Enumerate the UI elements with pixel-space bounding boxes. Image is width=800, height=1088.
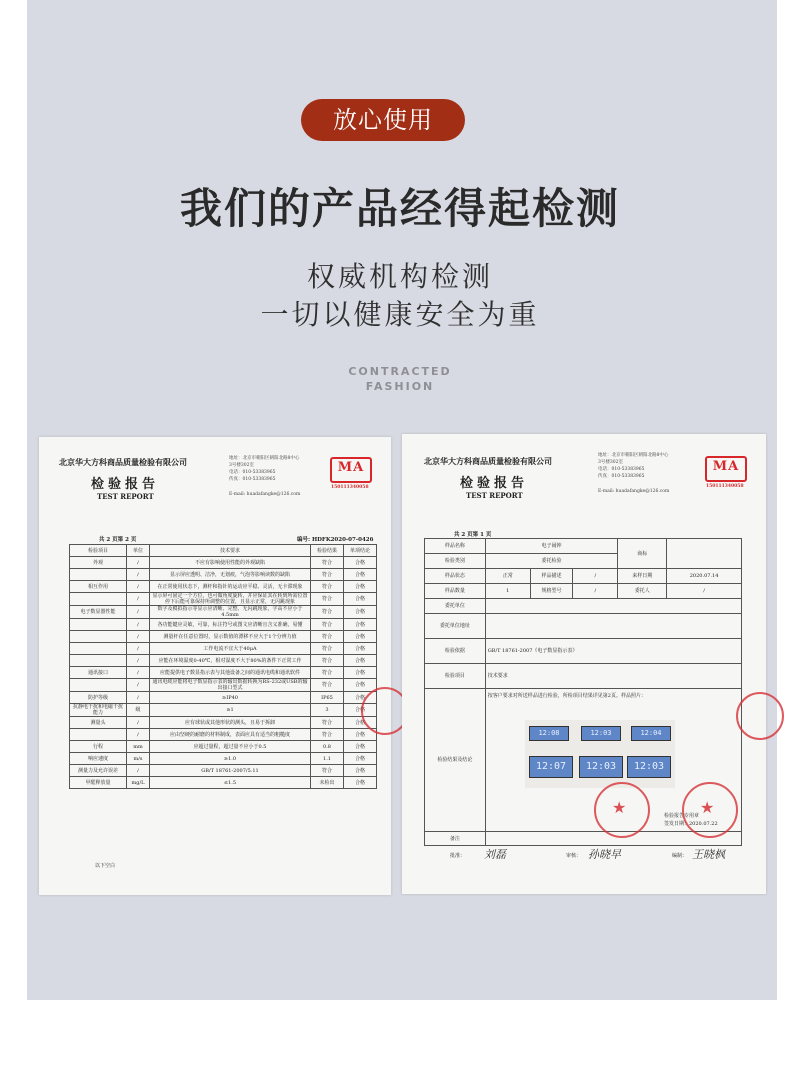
- institute-address: 地址：北京市朝阳区朝阳北路8中心 3号楼302室 电话：010-53383965 传真：010-53383965: [229, 456, 300, 482]
- english-tagline-2: FASHION: [365, 380, 435, 393]
- ma-certification-logo: MA: [705, 456, 747, 482]
- clock-display: 12:07: [529, 756, 573, 778]
- english-tagline-1: CONTRACTED: [348, 365, 452, 378]
- approver-signature: 刘磊: [484, 848, 506, 861]
- page-indicator: 共 2 页第 1 页: [454, 532, 492, 538]
- page-headline: 我们的产品经得起检测: [179, 184, 620, 233]
- compiler-label: 编制：: [672, 853, 688, 859]
- test-report-page-1: [402, 434, 766, 894]
- seal-star-icon: ★: [700, 798, 715, 817]
- table-row: 响应速度 m/s ≥1.0 1.1 合格: [70, 753, 377, 765]
- table-row: 甲醛释放量 mg/L ≤1.5 未检出 合格: [70, 777, 377, 789]
- page-indicator: 共 2 页第 2 页: [99, 537, 137, 543]
- institute-address: 地址：北京市朝阳区朝阳北路8中心 3号楼302室 电话：010-53383965 传真：010-53383965: [598, 453, 669, 479]
- inspection-results-table: [69, 544, 377, 789]
- table-row: / 通讯电缆应能将电子数显指示表的输出数据转换为RS-232或USB的输出接口型式 符合 合格: [70, 679, 377, 692]
- clock-display: 12:03: [579, 756, 623, 778]
- assurance-badge: 放心使用: [301, 99, 465, 141]
- report-title: 检验报告: [91, 477, 160, 492]
- compiler-signature: 王晓枫: [692, 848, 725, 861]
- subline-safety: 一切以健康安全为重: [260, 298, 540, 331]
- table-row: 通讯接口 / 应能提供电子数显指示表与其他设备之间的通讯电缆和通讯软件 符合 合格: [70, 667, 377, 679]
- approver-label: 批准：: [450, 853, 466, 859]
- table-row: / 显示屏应透明、洁净，无划痕，气泡等影响读数的缺陷 符合 合格: [70, 569, 377, 581]
- issue-date: 签发日期：2020.07.22: [664, 821, 718, 827]
- table-row: / 工作电流不宜大于40μA 符合 合格: [70, 643, 377, 655]
- clock-display: 12:08: [529, 726, 569, 741]
- table-row: / 测量杆在任意位置时，显示数值的漂移不应大于1个分辨力值 符合 合格: [70, 631, 377, 643]
- table-row: 测量头 / 应有球状或其他形状的测头，且易于拆卸 符合 合格: [70, 717, 377, 729]
- seal-note: 检验报告专用章: [664, 813, 700, 819]
- report-subtitle: TEST REPORT: [97, 492, 154, 501]
- table-row: 相互作用 / 在正常使用状态下，测杆和指针的运动应平稳、灵活，无卡滞现象 符合 合格: [70, 581, 377, 593]
- institute-name: 北京华大方科商品质量检验有限公司: [59, 457, 187, 467]
- table-row: 行程 mm 应超过量程，超过量不应小于0.5 0.8 合格: [70, 741, 377, 753]
- blank-below-note: 以下空白: [95, 863, 116, 869]
- institute-email: E-mail: huadafangke@126.com: [229, 492, 301, 497]
- ma-number: 150111340058: [706, 484, 744, 489]
- table-row: 防护等级 / ≥IP40 IP65 合格: [70, 692, 377, 704]
- sample-photo: [525, 720, 675, 788]
- table-header-row: 检验项目 单位 技术要求 检验结果 单项结论: [70, 545, 377, 557]
- report-number: 编号: HDFK2020-07-0426: [297, 537, 374, 543]
- ma-certification-logo: MA: [330, 457, 372, 483]
- table-row: 抗静电干扰和电磁干扰能力 级 ≥1 3 合格: [70, 704, 377, 717]
- institute-name: 北京华大方科商品质量检验有限公司: [424, 456, 552, 466]
- table-row: 电子数显器性能 / 数字及模拟指示等显示应清晰、完整、无闪跳现象，字高不应小于4.5mm 符合 合格: [70, 606, 377, 619]
- clock-display: 12:04: [631, 726, 671, 741]
- table-row: / 各功能键应灵敏，可靠，标注符号或图文应清晰且含义准确，易懂 符合 合格: [70, 619, 377, 631]
- table-row: 测量力及允许误差 / GB/T 18761-2007/5.11 符合 合格: [70, 765, 377, 777]
- reviewer-label: 审核：: [566, 853, 582, 859]
- test-report-page-2: [39, 437, 391, 895]
- table-row: / 应能在环境温度0-40℃，相对湿度不大于80%的条件下正常工作 符合 合格: [70, 655, 377, 667]
- red-seal-stamp: [736, 692, 784, 740]
- institute-email: E-mail: huadafangke@126.com: [598, 489, 670, 494]
- ma-number: 150111340058: [331, 485, 369, 490]
- subline-authority: 权威机构检测: [306, 260, 493, 293]
- sample-info-table: 样品名称 电子闹钟 商标 检验类别 委托检验 样品状态 正常 样品描述 / 来样日期 2020.07.14 样品数量 1 规格型号 / 委托人 / 委托单位 委托单位地址 检验依据 GB/T 18761-2007《电子数显指示表》 检验项目 技术要求 检验结果及结论 按客户要求对所送样品进行检验，所检项目结果详见第2页。样品照片： 备注: [424, 538, 742, 846]
- report-title: 检验报告: [460, 476, 529, 491]
- reviewer-signature: 孙晓早: [588, 848, 621, 861]
- clock-display: 12:03: [581, 726, 621, 741]
- table-row: / 显示屏可固定一个方位，也可做角度旋转，并应保证其在转到所需位置停下后能可靠保持所调整的位置，且显示正常，无闪跳现象 符合 合格: [70, 593, 377, 606]
- clock-display: 12:03: [627, 756, 671, 778]
- seal-star-icon: ★: [612, 798, 627, 817]
- report-subtitle: TEST REPORT: [466, 491, 523, 500]
- table-row: 外观 / 不应有影响使用性能的外观缺陷 符合 合格: [70, 557, 377, 569]
- table-row: / 应由坚硬的耐磨的材料制成，表面应具有适当的粗糙度 符合 合格: [70, 729, 377, 741]
